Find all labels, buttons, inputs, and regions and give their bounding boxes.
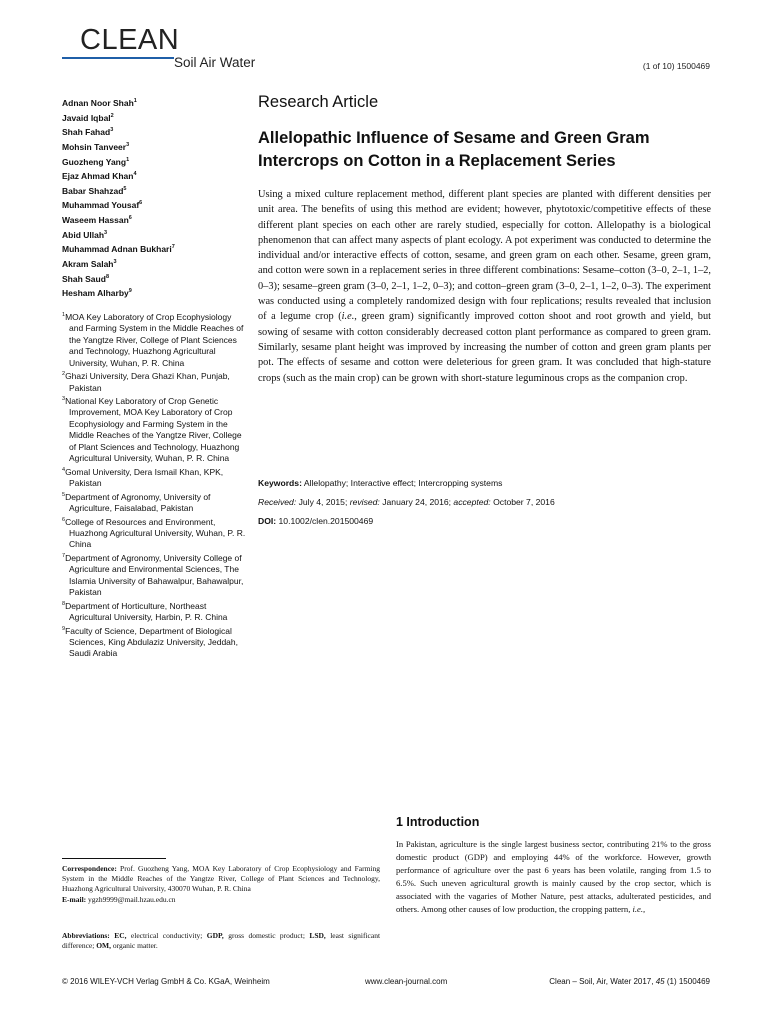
author-name-text: Akram Salah bbox=[62, 258, 114, 269]
affiliation-text: Department of Agronomy, University of Agriculture, Faisalabad, Pakistan bbox=[65, 491, 211, 514]
affiliation-text: College of Resources and Environment, Huazhong Agricultural University, Wuhan, P. R. China bbox=[65, 516, 246, 550]
correspondence-note bbox=[62, 864, 380, 905]
affiliation-number: 4 bbox=[62, 466, 66, 473]
author-name-text: Muhammad Yousaf bbox=[62, 200, 140, 211]
author-name-text: Waseem Hassan bbox=[62, 214, 129, 225]
author-name-text: Mohsin Tanveer bbox=[62, 141, 127, 152]
doi-link[interactable]: 10.1002/clen.201500469 bbox=[278, 516, 374, 526]
affiliation-marker: 4 bbox=[133, 171, 137, 178]
affiliation-marker: 3 bbox=[104, 229, 108, 236]
affiliation-marker: 6 bbox=[128, 215, 132, 221]
keywords-line bbox=[258, 478, 718, 488]
logo-underline bbox=[62, 57, 174, 59]
affiliation-number: 2 bbox=[62, 371, 66, 378]
author-name bbox=[62, 139, 247, 154]
author-list bbox=[62, 95, 247, 300]
affiliation bbox=[62, 369, 247, 394]
affiliation-text: Ghazi University, Dera Ghazi Khan, Punjab, Pakistan bbox=[65, 371, 230, 393]
author-name bbox=[62, 212, 247, 227]
journal-subtitle: Soil Air Water bbox=[174, 55, 256, 70]
affiliation-number: 9 bbox=[62, 625, 66, 632]
abbreviation-definition: gross domestic product; bbox=[228, 931, 305, 940]
footer-website[interactable]: www.clean-journal.com bbox=[365, 977, 448, 986]
doi-line bbox=[258, 516, 718, 526]
author-name-text: Adnan Noor Shah bbox=[62, 97, 134, 108]
affiliation-marker: 2 bbox=[110, 112, 114, 119]
affiliation-list bbox=[62, 310, 247, 660]
footer-copyright: © 2016 WILEY-VCH Verlag GmbH & Co. KGaA, Weinheim bbox=[62, 977, 270, 986]
affiliation-marker: 9 bbox=[128, 288, 132, 295]
page-reference: (1 of 10) 1500469 bbox=[642, 61, 710, 71]
affiliation bbox=[62, 490, 247, 515]
affiliation bbox=[62, 599, 247, 624]
intro-italic: i.e., bbox=[632, 904, 646, 915]
abbreviation: LSD, bbox=[309, 931, 326, 940]
article-title: Allelopathic Influence of Sesame and Green Gram Intercrops on Cotton in a Replacement Series bbox=[258, 129, 650, 170]
author-name bbox=[62, 227, 247, 242]
author-name-text: Babar Shahzad bbox=[62, 185, 124, 196]
abbreviation: OM, bbox=[96, 941, 112, 951]
accepted-label: accepted: bbox=[453, 497, 491, 507]
author-name bbox=[62, 271, 247, 286]
author-name bbox=[62, 95, 247, 110]
affiliation-marker: 3 bbox=[126, 141, 130, 148]
affiliation-marker: 1 bbox=[126, 156, 130, 163]
author-name bbox=[62, 256, 247, 271]
abbreviation: GDP, bbox=[206, 931, 224, 940]
revised-date: January 24, 2016; bbox=[382, 497, 452, 507]
affiliation-number: 1 bbox=[62, 312, 66, 318]
journal-logo: CLEAN bbox=[80, 24, 180, 56]
author-name bbox=[62, 154, 247, 169]
author-name bbox=[62, 197, 247, 212]
author-name bbox=[62, 241, 247, 256]
affiliation-text: Department of Agronomy, University College of Agriculture and Environmental Sciences, The Islamia University of Bahawalpur, Bahawalpur, Pakistan bbox=[65, 552, 244, 598]
received-label: Received: bbox=[258, 497, 297, 507]
affiliation-number: 7 bbox=[62, 552, 66, 559]
affiliation-text: Gomal University, Dera Ismail Khan, KPK, Pakistan bbox=[65, 466, 224, 489]
abstract-italic: i.e. bbox=[341, 311, 355, 323]
email-label: E-mail: bbox=[62, 894, 87, 904]
affiliation bbox=[62, 515, 247, 551]
affiliation-text: Department of Horticulture, Northeast Agricultural University, Harbin, P. R. China bbox=[65, 600, 228, 623]
revised-label: revised: bbox=[349, 497, 380, 507]
abbreviations-note bbox=[62, 931, 380, 951]
abbreviation-definition: electrical conductivity; bbox=[130, 931, 203, 940]
affiliation-text: National Key Laboratory of Crop Genetic Improvement, MOA Key Laboratory of Crop Ecophysiology and Farming System in the Middle Reaches of the Yangtze River, College of Plant Sciences and Technology, Huazhong Agricultural University, Wuhan, P. R. China bbox=[65, 395, 242, 464]
abstract: Using a mixed culture replacement method, different plant species are planted with different densities per unit area. The benefits of using this method are evident; however, phytotoxic/competitive effects of these different plant species on each other are rarely studied, especially for cotton. Allelopathy is a biological phenomenon that can affect many aspects of plant ecology. A pot experiment was conducted to determine the individual and/or interactive effects of cotton, sesame, and green gram on each other. Sesame, green gram, and cotton were sown in a replacement series in three different combinations: Sesame–cotton (3–0, 2–1, 1–2, 0–3); sesame–green gram (3–0, 2–1, 1–2, 0–3); and cotton–green gram (3–0, 2–1, 1–2, 0–3). The experiment was conducted using a completely randomized design with four replications; results revealed that inclusion of a legume crop (i.e., green gram) significantly improved cotton shoot and root growth and yield, but sowing of sesame with cotton considerably decreased cotton plant performance as compared to green gram. Similarly, sesame plant height was improved by increasing the number of cotton and green gram plants per pot. The effects of sesame and cotton were deleterious for green gram. It was concluded that high-stature crops (such as the main crop) can be grown with short-stature leguminous crops as the companion crop. bbox=[258, 189, 711, 384]
author-name bbox=[62, 124, 247, 139]
affiliation-number: 3 bbox=[62, 396, 66, 403]
affiliation bbox=[62, 465, 247, 490]
footer-citation bbox=[549, 977, 710, 986]
affiliation-number: 6 bbox=[62, 516, 66, 523]
affiliation-marker: 6 bbox=[139, 200, 143, 207]
doi-label: DOI: bbox=[258, 516, 277, 526]
keywords-label: Keywords: bbox=[258, 478, 302, 488]
author-name-text: Guozheng Yang bbox=[62, 156, 127, 167]
author-name bbox=[62, 110, 247, 125]
author-name-text: Shah Saud bbox=[62, 273, 106, 284]
affiliation-marker: 8 bbox=[105, 273, 109, 280]
author-name-text: Ejaz Ahmad Khan bbox=[62, 170, 134, 181]
introduction-text: In Pakistan, agriculture is the single largest business sector, contributing 21% to the gross domestic product (GDP) and employing 44% of the workforce. However, growth performance of agriculture over the past 6 years has been volatile, ranging from 1.5 to 6.5%. Such uneven agricultural growth is mainly caused by the crop sector, which is associated with the vagaries of Mother Nature, pest attacks, adulterated pesticides, and others. Among other causes of low production, the cropping pattern, i.e., bbox=[396, 839, 711, 915]
affiliation-text: MOA Key Laboratory of Crop Ecophysiology and Farming System in the Middle Reaches of the Yangtze River, College of Plant Sciences and Technology, Huazhong Agricultural University, Wuhan, P. R. China bbox=[65, 311, 244, 368]
affiliation bbox=[62, 394, 247, 465]
accepted-date: October 7, 2016 bbox=[493, 497, 555, 507]
keywords: Allelopathy; Interactive effect; Intercropping systems bbox=[303, 478, 503, 488]
dates-line bbox=[258, 497, 718, 507]
abbreviations-label: Abbreviations: bbox=[62, 931, 110, 940]
correspondence-label: Correspondence: bbox=[62, 864, 117, 873]
email-link[interactable]: ygzh9999@mail.hzau.edu.cn bbox=[88, 894, 176, 904]
citation-prefix: Clean – Soil, Air, Water 2017, bbox=[549, 977, 654, 986]
citation-volume: 45 bbox=[655, 977, 665, 986]
author-name-text: Abid Ullah bbox=[62, 229, 105, 240]
author-name bbox=[62, 183, 247, 198]
footnote-rule bbox=[62, 858, 166, 859]
abbreviation-definition: least significant difference; bbox=[62, 931, 381, 951]
author-name-text: Muhammad Adnan Bukhari bbox=[62, 244, 172, 255]
author-name-text: Shah Fahad bbox=[62, 127, 111, 138]
author-name-text: Javaid Iqbal bbox=[62, 112, 111, 123]
affiliation-marker: 7 bbox=[171, 244, 175, 251]
author-name-text: Hesham Alharby bbox=[62, 287, 129, 298]
affiliation-number: 5 bbox=[62, 491, 66, 498]
author-name bbox=[62, 285, 247, 300]
affiliation bbox=[62, 310, 247, 369]
affiliation-marker: 5 bbox=[123, 185, 127, 192]
received-date: July 4, 2015; bbox=[298, 497, 348, 507]
affiliation-marker: 3 bbox=[110, 127, 114, 134]
affiliation bbox=[62, 624, 247, 660]
abbreviation-definition: organic matter. bbox=[112, 941, 158, 951]
affiliation-marker: 1 bbox=[133, 98, 137, 104]
affiliation-marker: 3 bbox=[113, 258, 117, 265]
affiliation-number: 8 bbox=[62, 600, 66, 607]
affiliation bbox=[62, 551, 247, 599]
author-name bbox=[62, 168, 247, 183]
introduction-heading: 1 Introduction bbox=[396, 815, 480, 829]
affiliation-text: Faculty of Science, Department of Biological Sciences, King Abdulaziz University, Jeddah, Saudi Arabia bbox=[65, 625, 238, 659]
abbreviation: EC, bbox=[114, 931, 127, 940]
article-type: Research Article bbox=[258, 93, 379, 111]
citation-suffix: (1) 1500469 bbox=[666, 977, 710, 986]
correspondence-text: Prof. Guozheng Yang, MOA Key Laboratory of Crop Ecophysiology and Farming System in the Middle Reaches of the Yangtze River, College of Plant Sciences and Technology, Huazhong Agricultural University, 430070 Wuhan, P. R. China bbox=[62, 864, 380, 894]
